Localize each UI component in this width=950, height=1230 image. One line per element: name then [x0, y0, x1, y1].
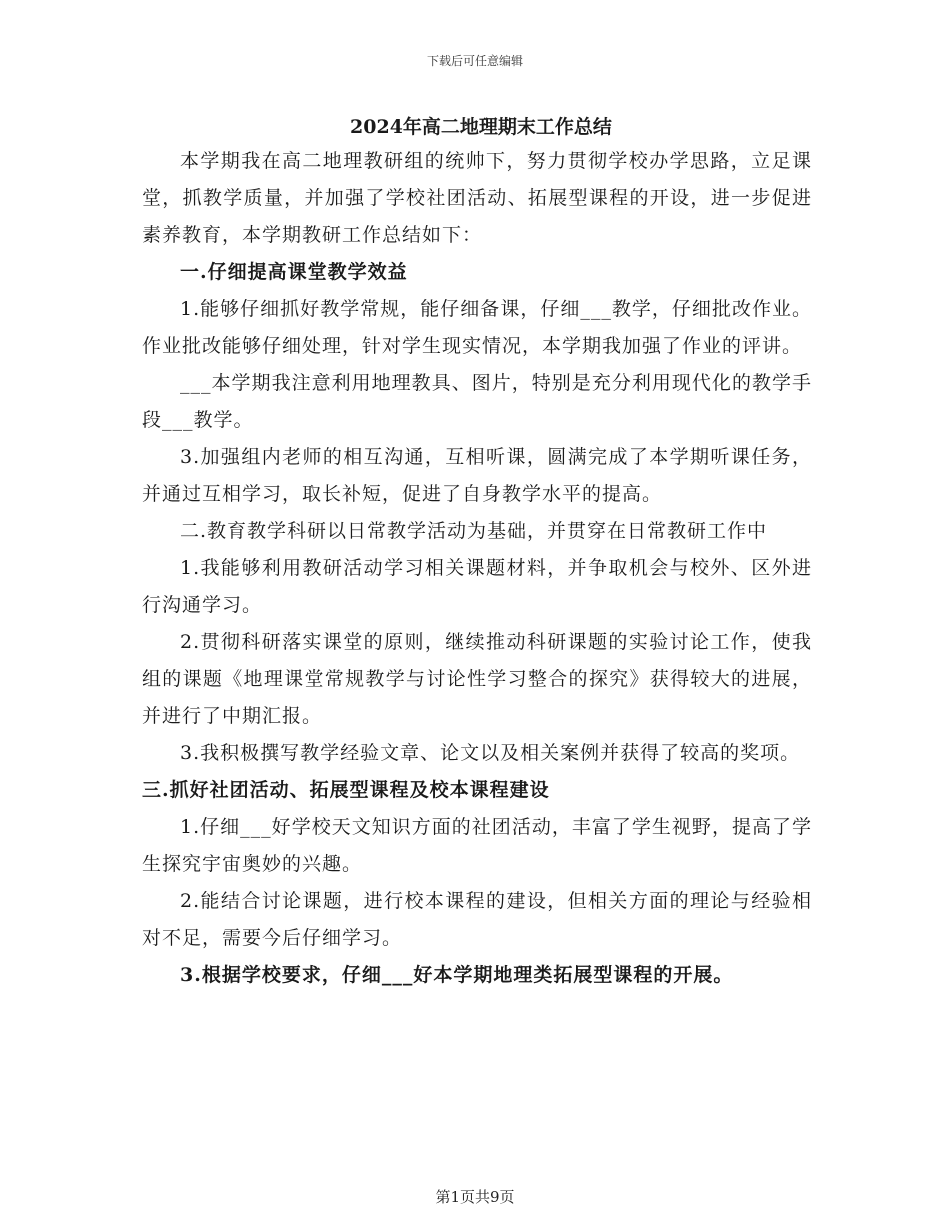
paragraph-3-1: 1.仔细___好学校天文知识方面的社团活动，丰富了学生视野，提高了学生探究宇宙奥妙的兴趣。	[142, 816, 812, 875]
paragraph-2-2: 2.贯彻科研落实课堂的原则，继续推动科研课题的实验讨论工作，使我组的课题《地理课堂常规教学与讨论性学习整合的探究》获得较大的进展，并进行了中期汇报。	[142, 631, 812, 727]
paragraph-2-1: 1.我能够利用教研活动学习相关课题材料，并争取机会与校外、区外进行沟通学习。	[142, 557, 812, 616]
paragraph-intro: 本学期我在高二地理教研组的统帅下，努力贯彻学校办学思路，立足课堂，抓教学质量，并加强了学校社团活动、拓展型课程的开设，进一步促进素养教育，本学期教研工作总结如下：	[142, 150, 812, 246]
section-heading-1: 一.仔细提高课堂教学效益	[180, 261, 408, 283]
paragraph-1-3: 3.加强组内老师的相互沟通，互相听课，圆满完成了本学期听课任务，并通过互相学习，取长补短，促进了自身教学水平的提高。	[142, 446, 812, 505]
document-title: 2024年高二地理期末工作总结	[350, 116, 612, 138]
paragraph-2-3: 3.我积极撰写教学经验文章、论文以及相关案例并获得了较高的奖项。	[180, 742, 801, 764]
paragraph-1-2: ___本学期我注意利用地理教具、图片，特别是充分利用现代化的教学手段___教学。	[142, 372, 812, 431]
section-heading-2: 二.教育教学科研以日常教学活动为基础，并贯穿在日常教研工作中	[180, 520, 768, 542]
header-note: 下载后可任意编辑	[426, 54, 523, 68]
paragraph-3-3: 3.根据学校要求，仔细___好本学期地理类拓展型课程的开展。	[180, 964, 734, 986]
document-body	[142, 111, 812, 994]
page-indicator: 第1页共9页	[435, 1188, 515, 1206]
paragraph-3-2: 2.能结合讨论课题，进行校本课程的建设，但相关方面的理论与经验相对不足，需要今后仔细学习。	[142, 890, 812, 949]
section-heading-3: 三.抓好社团活动、拓展型课程及校本课程建设	[142, 779, 550, 801]
paragraph-1-1: 1.能够仔细抓好教学常规，能仔细备课，仔细___教学，仔细批改作业。作业批改能够仔细处理，针对学生现实情况，本学期我加强了作业的评讲。	[142, 298, 812, 357]
